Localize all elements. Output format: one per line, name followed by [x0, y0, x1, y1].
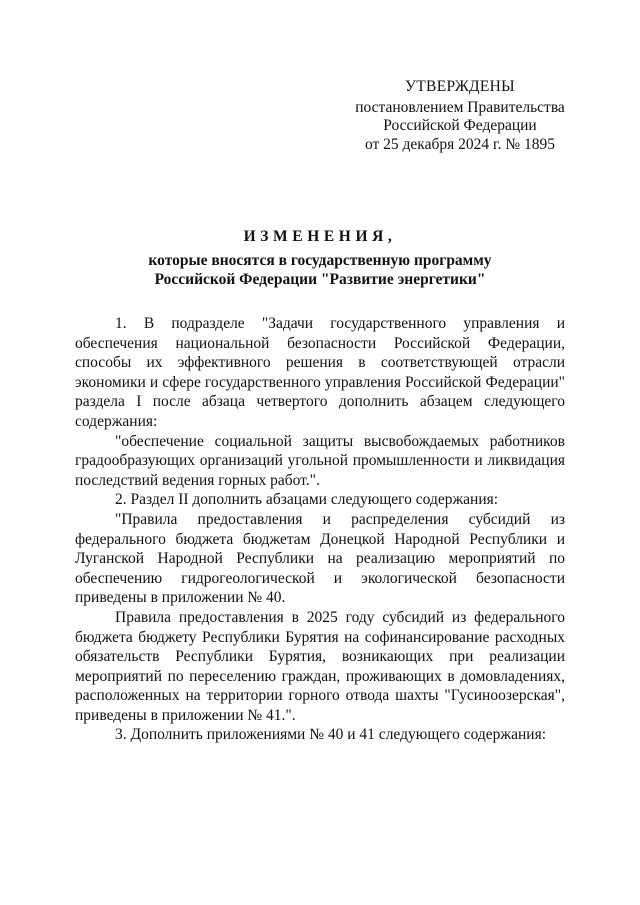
approval-heading: УТВЕРЖДЕНЫ	[405, 78, 515, 95]
paragraph-5: Правила предоставления в 2025 году субсидий из федерального бюджета бюджету Республики Бурятия на софинансирование расходных обязательств Республики Бурятия, возникающих при реализации мероприятий по переселению граждан, проживающих в домовладениях, расположенных на территории горного отвода шахты "Гусиноозерская", приведены в приложении № 41.".	[75, 608, 565, 724]
approval-line-1: постановлением Правительства	[355, 98, 565, 116]
paragraph-3: 2. Раздел II дополнить абзацами следующего содержания:	[115, 491, 499, 509]
approval-stamp	[330, 78, 590, 154]
paragraph-2: "обеспечение социальной защиты высвобождаемых работников градообразующих организаций угольной промышленности и ликвидация последствий ведения горных работ.".	[75, 432, 565, 489]
document-subtitle	[0, 251, 640, 289]
approval-line-2: Российской Федерации	[383, 117, 537, 134]
approval-line-3: от 25 декабря 2024 г. № 1895	[364, 135, 556, 153]
paragraph-6: 3. Дополнить приложениями № 40 и 41 следующего содержания:	[115, 726, 547, 744]
document-body	[75, 314, 565, 745]
subtitle-line-2: Российской Федерации "Развитие энергетики"	[154, 271, 486, 288]
document-title: ИЗМЕНЕНИЯ,	[243, 228, 397, 245]
paragraph-4: "Правила предоставления и распределения субсидий из федерального бюджета бюджетам Донецкой Народной Республики и Луганской Народной Республики на реализацию мероприятий по обеспечению гидрогеологической и экологической безопасности приведены в приложении № 40.	[75, 510, 565, 607]
paragraph-1: 1. В подразделе "Задачи государственного управления и обеспечения национальной безопасности Российской Федерации, способы их эффективного решения в соответствующей отрасли экономики и сфере государственного управления Российской Федерации" раздела I после абзаца четвертого дополнить абзацем следующего содержания:	[75, 315, 565, 430]
subtitle-line-1: которые вносятся в государственную программу	[148, 252, 492, 269]
